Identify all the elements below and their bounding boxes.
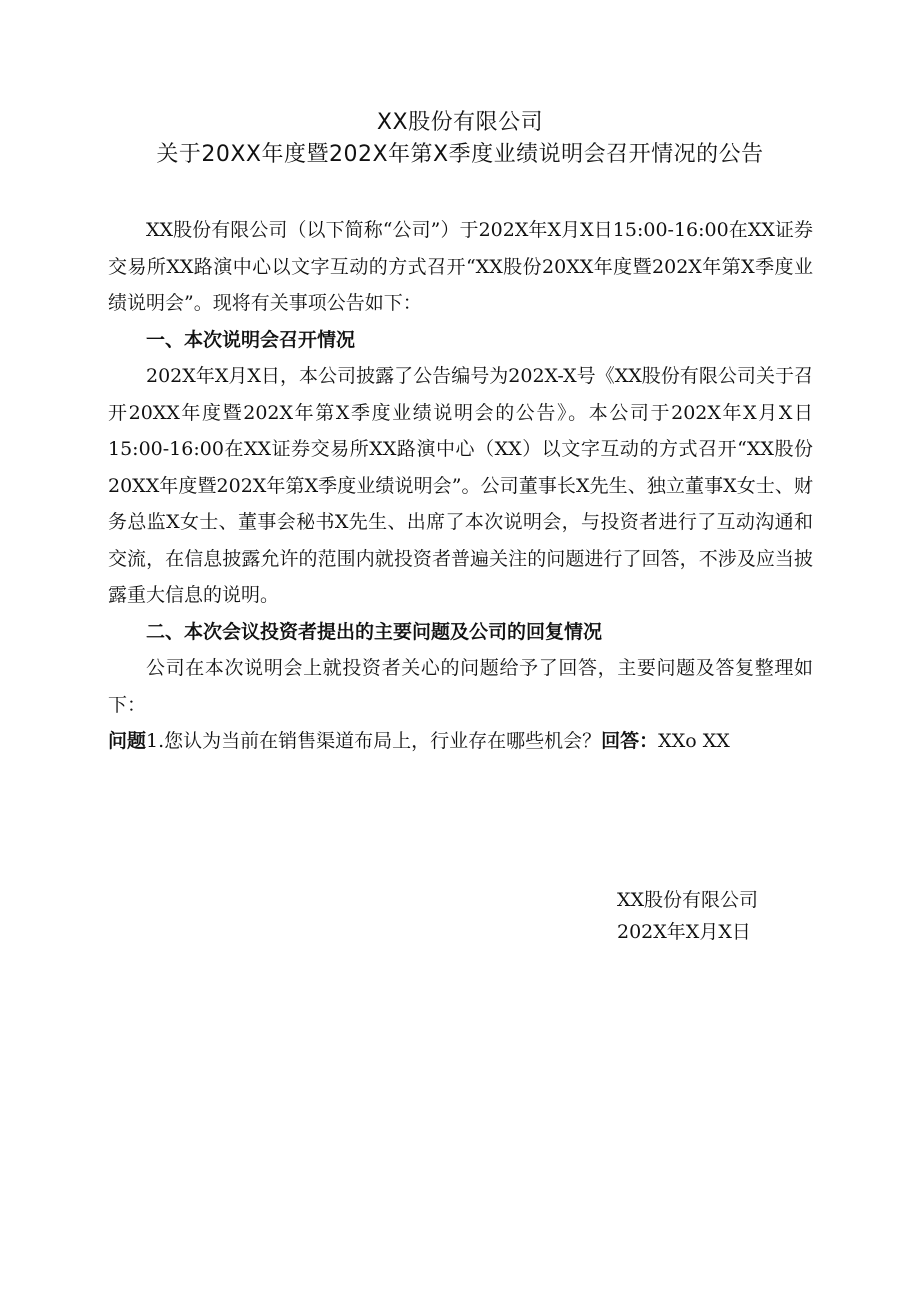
company-title: XX股份有限公司 <box>376 110 544 135</box>
signature-block <box>617 884 758 948</box>
section1-heading: 一、本次说明会召开情况 <box>146 328 356 351</box>
intro-paragraph: XX股份有限公司（以下简称“公司”）于202X年X月X日15:00-16:00在XX证券交易所XX路演中心以文字互动的方式召开“XX股份20XX年度暨202X年第X季度业绩说明会”。现将有关事项公告如下： <box>108 219 813 314</box>
answer-text: XXo XX <box>658 730 730 752</box>
signature-company: XX股份有限公司 <box>617 889 759 911</box>
question-label: 问题 <box>108 730 147 752</box>
section2-paragraph: 公司在本次说明会上就投资者关心的问题给予了回答，主要问题及答复整理如下： <box>108 657 813 716</box>
section2-heading: 二、本次会议投资者提出的主要问题及公司的回复情况 <box>146 620 603 643</box>
document-body <box>108 212 813 760</box>
qa-item <box>108 723 813 760</box>
answer-label: 回答： <box>601 730 659 752</box>
signature-date: 202X年X月X日 <box>617 921 751 943</box>
question-text: 1.您认为当前在销售渠道布局上，行业存在哪些机会？ <box>146 730 602 752</box>
section1-paragraph: 202X年X月X日，本公司披露了公告编号为202X-X号《XX股份有限公司关于召开20XX年度暨202X年第X季度业绩说明会的公告》。本公司于202X年X月X日15:00-16:00在XX证券交易所XX路演中心（XX）以文字互动的方式召开“XX股份20XX年度暨202X年第X季度业绩说明会”。公司董事长X先生、独立董事X女士、财务总监X女士、董事会秘书X先生、出席了本次说明会，与投资者进行了互动沟通和交流，在信息披露允许的范围内就投资者普遍关注的问题进行了回答，不涉及应当披露重大信息的说明。 <box>108 365 813 606</box>
announcement-title: 关于20XX年度暨202X年第X季度业绩说明会召开情况的公告 <box>156 142 764 167</box>
